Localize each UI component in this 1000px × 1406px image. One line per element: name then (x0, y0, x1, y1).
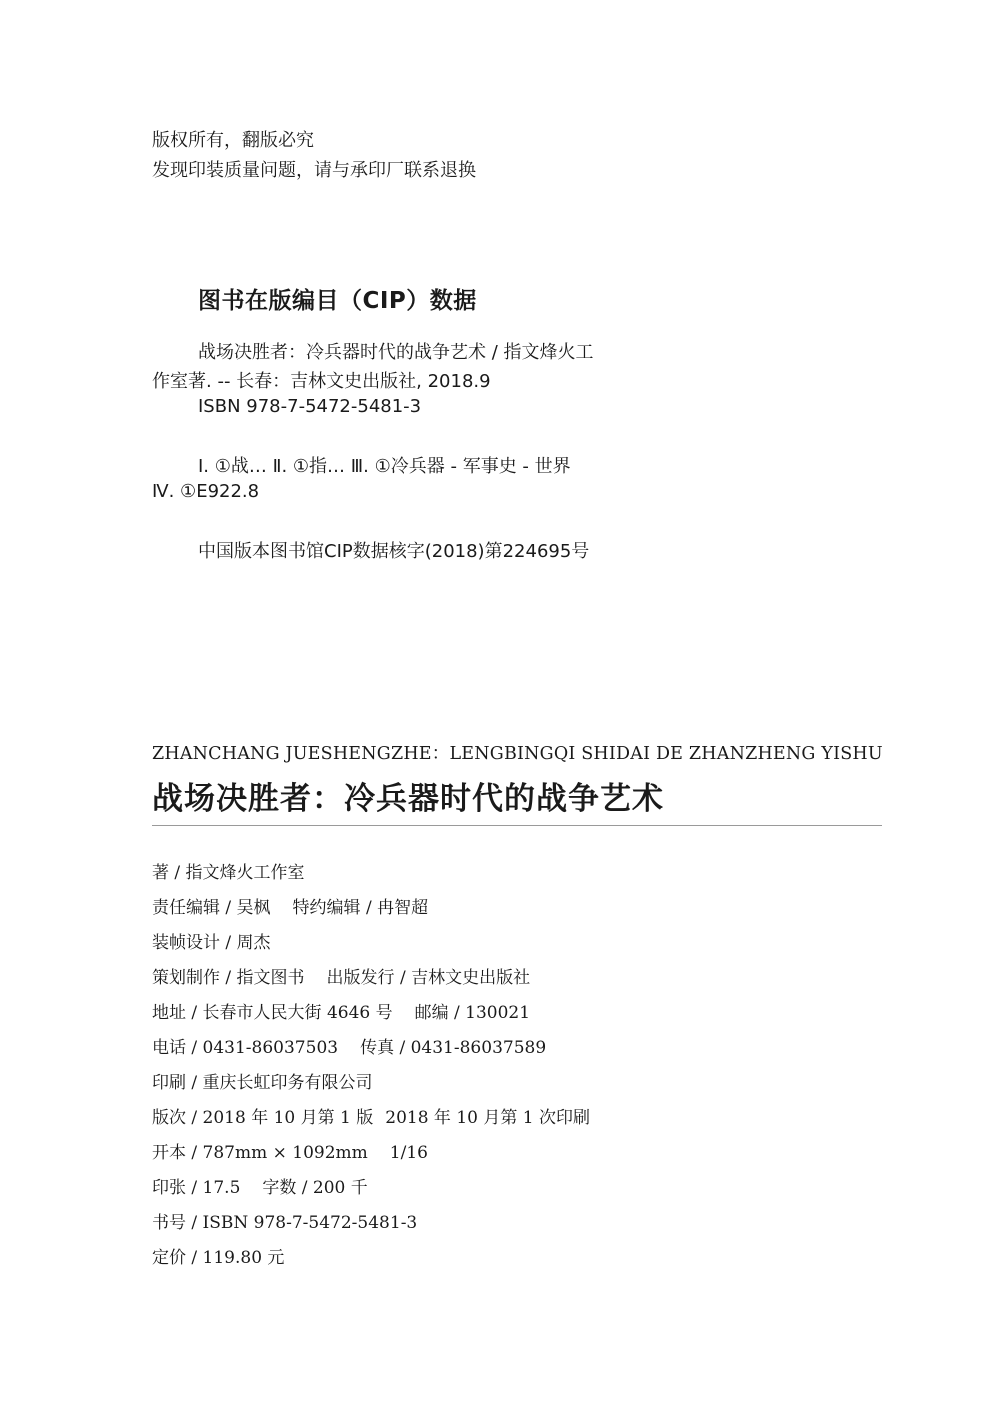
imprint-row-publisher (152, 963, 530, 988)
imprint-row-edition (152, 1103, 590, 1128)
imprint-editor: 责任编辑 / 吴枫 (152, 898, 271, 918)
imprint-sheets: 印张 / 17.5 (152, 1178, 241, 1198)
imprint-isbn: 书号 / ISBN 978-7-5472-5481-3 (152, 1213, 418, 1233)
imprint-row-price (152, 1243, 284, 1268)
imprint-row-editors (152, 893, 428, 918)
cip-classification: Ⅰ. ①战… Ⅱ. ①指… Ⅲ. ①冷兵器 - 军事史 - 世界 (198, 456, 571, 477)
cip-heading: 图书在版编目（CIP）数据 (198, 288, 477, 314)
copyright-notice: 版权所有，翻版必究 (152, 130, 314, 151)
imprint-postcode: 邮编 / 130021 (414, 1003, 531, 1023)
cip-classification: Ⅳ. ①E922.8 (152, 481, 260, 502)
imprint-edition: 版次 / 2018 年 10 月第 1 版 (152, 1108, 374, 1128)
quality-notice: 发现印装质量问题，请与承印厂联系退换 (152, 160, 476, 181)
imprint-design: 装帧设计 / 周杰 (152, 933, 271, 953)
imprint-printing: 2018 年 10 月第 1 次印刷 (385, 1108, 590, 1128)
imprint-address: 地址 / 长春市人民大街 4646 号 (152, 1003, 393, 1023)
imprint-phone: 电话 / 0431-86037503 (152, 1038, 339, 1058)
imprint-row-format (152, 1138, 428, 1163)
imprint-printer: 印刷 / 重庆长虹印务有限公司 (152, 1073, 373, 1093)
cip-record-number: 中国版本图书馆CIP数据核字(2018)第224695号 (198, 541, 590, 562)
cip-line: 战场决胜者：冷兵器时代的战争艺术 / 指文烽火工 (198, 342, 594, 363)
imprint-row-sheets (152, 1173, 368, 1198)
imprint-price: 定价 / 119.80 元 (152, 1248, 285, 1268)
title-divider (152, 825, 882, 826)
cip-line: 作室著. -- 长春：吉林文史出版社, 2018.9 (152, 371, 491, 392)
imprint-row-contact (152, 1033, 546, 1058)
imprint-fax: 传真 / 0431-86037589 (360, 1038, 547, 1058)
imprint-row-design (152, 928, 271, 953)
book-title: 战场决胜者：冷兵器时代的战争艺术 (152, 781, 664, 817)
imprint-row-author (152, 858, 305, 883)
imprint-publisher: 出版发行 / 吉林文史出版社 (326, 968, 531, 988)
imprint-special-editor: 特约编辑 / 冉智超 (292, 898, 429, 918)
imprint-row-printer (152, 1068, 373, 1093)
imprint-word-count: 字数 / 200 千 (262, 1178, 368, 1198)
imprint-row-isbn (152, 1208, 417, 1233)
imprint-planner: 策划制作 / 指文图书 (152, 968, 305, 988)
imprint-author: 著 / 指文烽火工作室 (152, 863, 305, 883)
title-pinyin: ZHANCHANG JUESHENGZHE：LENGBINGQI SHIDAI DE ZHANZHENG YISHU (152, 744, 883, 764)
imprint-format-fraction: 1/16 (389, 1143, 428, 1163)
cip-isbn: ISBN 978-7-5472-5481-3 (198, 396, 422, 417)
imprint-format: 开本 / 787mm × 1092mm (152, 1143, 368, 1163)
imprint-row-address (152, 998, 530, 1023)
